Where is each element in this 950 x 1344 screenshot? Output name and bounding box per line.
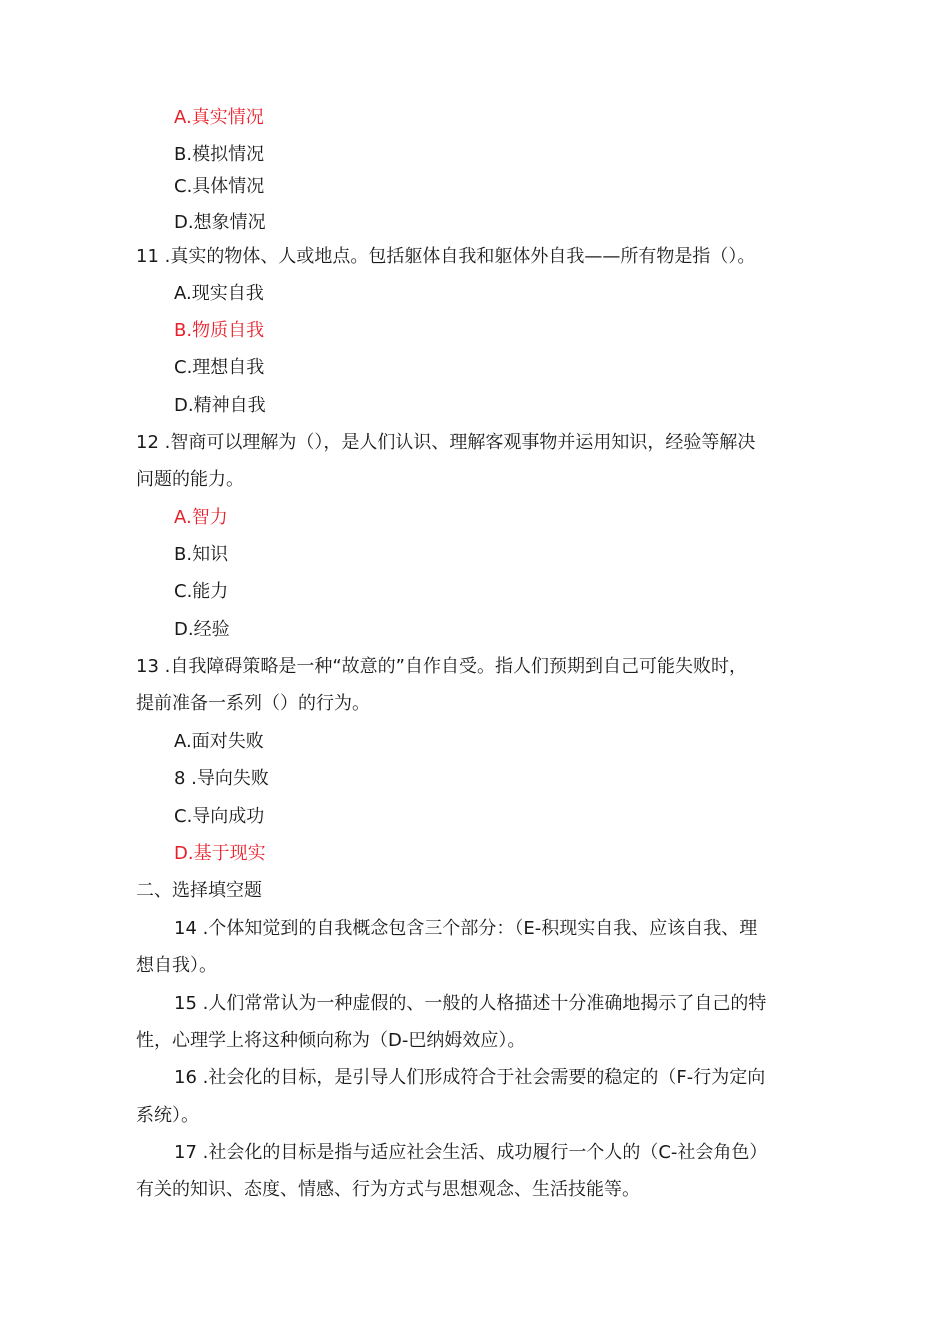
q11-option-d: D.精神自我 bbox=[174, 395, 266, 416]
q11-stem: 11 .真实的物体、人或地点。包括躯体自我和躯体外自我——所有物是指（）。 bbox=[136, 246, 756, 267]
section-2-heading: 二、选择填空题 bbox=[136, 880, 262, 901]
q16-line-2: 系统）。 bbox=[136, 1105, 199, 1126]
q12-stem-line-2: 问题的能力。 bbox=[136, 469, 244, 490]
q10-option-b: B.模拟情况 bbox=[174, 144, 265, 165]
q12-stem-line-1: 12 .智商可以理解为（），是人们认识、理解客观事物并运用知识，经验等解决 bbox=[136, 432, 756, 453]
q17-line-2: 有关的知识、态度、情感、行为方式与思想观念、生活技能等。 bbox=[136, 1179, 640, 1200]
q10-option-d: D.想象情况 bbox=[174, 212, 266, 233]
q13-option-c: C.导向成功 bbox=[174, 806, 265, 827]
q13-option-d: D.基于现实 bbox=[174, 843, 266, 864]
q14-line-2: 想自我）。 bbox=[136, 955, 217, 976]
q17-line-1: 17 .社会化的目标是指与适应社会生活、成功履行一个人的（C-社会角色） bbox=[174, 1142, 768, 1163]
q14-line-1: 14 .个体知觉到的自我概念包含三个部分：（E-积现实自我、应该自我、理 bbox=[174, 918, 758, 939]
q13-stem-line-1: 13 .自我障碍策略是一种“故意的”自作自受。指人们预期到自己可能失败时， bbox=[136, 656, 747, 677]
q10-option-c: C.具体情况 bbox=[174, 176, 265, 197]
q13-option-a: A.面对失败 bbox=[174, 731, 264, 752]
q15-line-2: 性，心理学上将这种倾向称为（D-巴纳姆效应）。 bbox=[136, 1030, 526, 1051]
q11-option-b: B.物质自我 bbox=[174, 320, 265, 341]
q10-option-a: A.真实情况 bbox=[174, 107, 264, 128]
q16-line-1: 16 .社会化的目标，是引导人们形成符合于社会需要的稳定的（F-行为定向 bbox=[174, 1067, 766, 1088]
q12-option-d: D.经验 bbox=[174, 619, 230, 640]
q12-option-c: C.能力 bbox=[174, 581, 229, 602]
q13-option-b: 8 .导向失败 bbox=[174, 768, 269, 789]
q11-option-c: C.理想自我 bbox=[174, 357, 265, 378]
q12-option-b: B.知识 bbox=[174, 544, 229, 565]
q13-stem-line-2: 提前准备一系列（）的行为。 bbox=[136, 693, 370, 714]
q11-option-a: A.现实自我 bbox=[174, 283, 264, 304]
q12-option-a: A.智力 bbox=[174, 507, 228, 528]
q15-line-1: 15 .人们常常认为一种虚假的、一般的人格描述十分准确地揭示了自己的特 bbox=[174, 993, 767, 1014]
